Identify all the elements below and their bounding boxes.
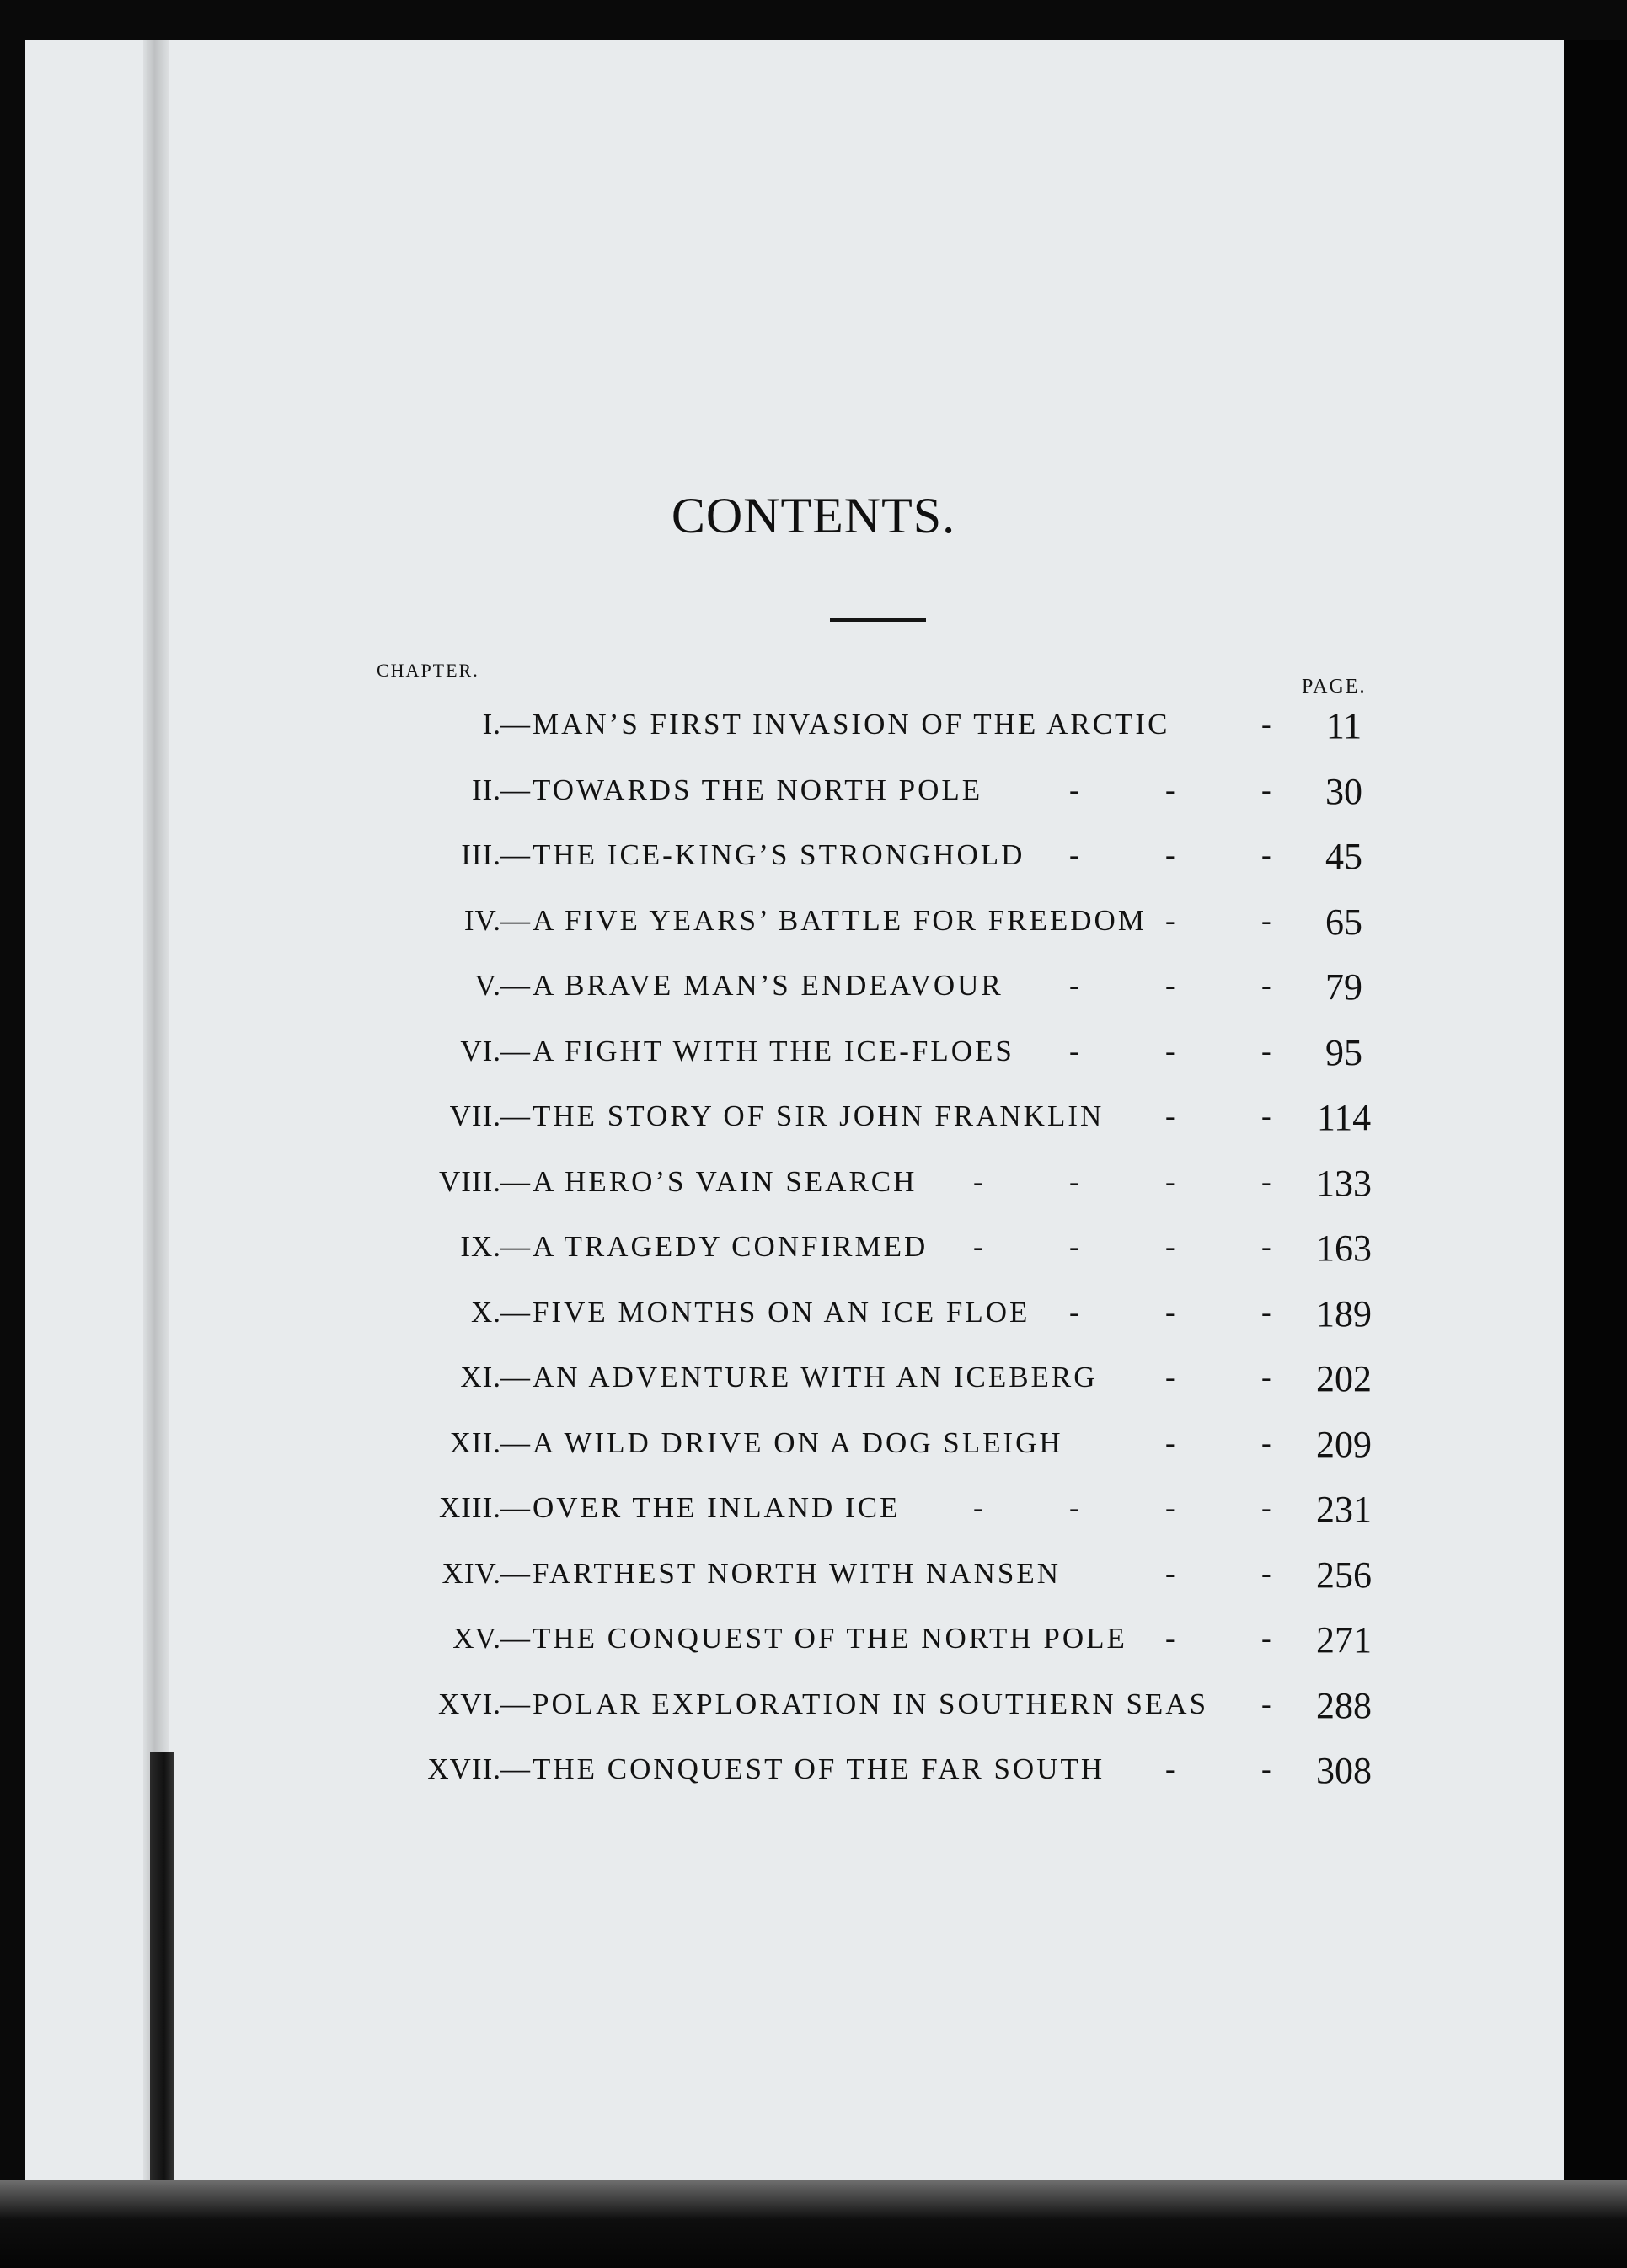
page-number: 209 bbox=[1316, 1423, 1372, 1465]
chapter-number: IV. bbox=[463, 903, 501, 937]
page-number: 11 bbox=[1325, 705, 1362, 746]
toc-entry: XIII. — OVER THE INLAND ICE - - - - 231 bbox=[0, 1491, 1627, 1542]
chapter-dash: — bbox=[500, 838, 530, 871]
toc-entry: IX. — A TRAGEDY CONFIRMED - - - - 163 bbox=[0, 1230, 1627, 1281]
chapter-number: VII. bbox=[449, 1099, 501, 1132]
chapter-dash: — bbox=[500, 1687, 530, 1720]
page-number: 308 bbox=[1316, 1750, 1372, 1791]
chapter-dash: — bbox=[500, 708, 530, 741]
chapter-number: IX. bbox=[460, 1230, 501, 1263]
toc-entry: V. — A BRAVE MAN’S ENDEAVOUR - - - 79 bbox=[0, 969, 1627, 1019]
contents-heading: CONTENTS. bbox=[671, 488, 956, 543]
chapter-title: A WILD DRIVE ON A DOG SLEIGH bbox=[533, 1426, 1063, 1459]
chapter-title: MAN’S FIRST INVASION OF THE ARCTIC bbox=[533, 708, 1170, 741]
chapter-number: XV. bbox=[452, 1622, 501, 1655]
toc-entry: X. — FIVE MONTHS ON AN ICE FLOE - - - 189 bbox=[0, 1296, 1627, 1346]
chapter-dash: — bbox=[500, 1099, 530, 1132]
chapter-number: I. bbox=[482, 708, 501, 741]
page-number: 231 bbox=[1316, 1489, 1372, 1530]
chapter-number: III. bbox=[461, 838, 501, 871]
chapter-title: A TRAGEDY CONFIRMED bbox=[533, 1230, 929, 1263]
page-number: 114 bbox=[1316, 1097, 1372, 1138]
page-number: 256 bbox=[1316, 1554, 1372, 1596]
toc-entry: VI. — A FIGHT WITH THE ICE-FLOES - - - 95 bbox=[0, 1035, 1627, 1085]
chapter-dash: — bbox=[500, 773, 530, 806]
toc-entry: VIII. — A HERO’S VAIN SEARCH - - - - 133 bbox=[0, 1165, 1627, 1216]
chapter-dash: — bbox=[500, 1034, 530, 1067]
chapter-title: THE ICE-KING’S STRONGHOLD bbox=[533, 838, 1025, 871]
chapter-title: FARTHEST NORTH WITH NANSEN bbox=[533, 1556, 1061, 1590]
binding-shadow bbox=[150, 1752, 174, 2190]
toc-entry: II. — TOWARDS THE NORTH POLE - - - 30 bbox=[0, 773, 1627, 824]
chapter-dash: — bbox=[500, 969, 530, 1002]
chapter-dash: — bbox=[500, 1295, 530, 1329]
toc-entry: XVII. — THE CONQUEST OF THE FAR SOUTH - - 308 bbox=[0, 1752, 1627, 1803]
toc-entry: VII. — THE STORY OF SIR JOHN FRANKLIN - - 114 bbox=[0, 1099, 1627, 1150]
chapter-number: XVI. bbox=[438, 1687, 501, 1720]
chapter-title: A FIGHT WITH THE ICE-FLOES bbox=[533, 1034, 1014, 1067]
toc-entry: XVI. — POLAR EXPLORATION IN SOUTHERN SEAS - 288 bbox=[0, 1688, 1627, 1738]
chapter-dash: — bbox=[500, 1556, 530, 1590]
toc-entry: III. — THE ICE-KING’S STRONGHOLD - - - 45 bbox=[0, 838, 1627, 889]
chapter-title: THE STORY OF SIR JOHN FRANKLIN bbox=[533, 1099, 1105, 1132]
page-number: 202 bbox=[1316, 1358, 1372, 1399]
toc-entry: XV. — THE CONQUEST OF THE NORTH POLE - - 271 bbox=[0, 1622, 1627, 1672]
chapter-number: X. bbox=[470, 1295, 501, 1329]
page-number: 288 bbox=[1316, 1684, 1372, 1726]
page-column-header: PAGE. bbox=[1302, 676, 1367, 698]
scan-border-bottom bbox=[0, 2180, 1627, 2268]
chapter-title: THE CONQUEST OF THE FAR SOUTH bbox=[533, 1752, 1105, 1785]
chapter-title: A FIVE YEARS’ BATTLE FOR FREEDOM bbox=[533, 903, 1147, 937]
chapter-number: VIII. bbox=[439, 1164, 501, 1198]
chapter-dash: — bbox=[500, 903, 530, 937]
chapter-dash: — bbox=[500, 1752, 530, 1785]
chapter-number: XIV. bbox=[442, 1556, 501, 1590]
page-number: 30 bbox=[1325, 770, 1362, 812]
chapter-title: A HERO’S VAIN SEARCH bbox=[533, 1164, 918, 1198]
chapter-title: TOWARDS THE NORTH POLE bbox=[533, 773, 983, 806]
toc-entry: XIV. — FARTHEST NORTH WITH NANSEN - - 256 bbox=[0, 1557, 1627, 1607]
chapter-title: OVER THE INLAND ICE bbox=[533, 1491, 901, 1524]
chapter-dash: — bbox=[500, 1426, 530, 1459]
chapter-dash: — bbox=[500, 1230, 530, 1263]
page-number: 163 bbox=[1316, 1228, 1372, 1269]
chapter-dash: — bbox=[500, 1622, 530, 1655]
toc-entry: IV. — A FIVE YEARS’ BATTLE FOR FREEDOM - - 65 bbox=[0, 904, 1627, 955]
chapter-column-header: CHAPTER. bbox=[377, 660, 479, 681]
chapter-number: XI. bbox=[460, 1361, 501, 1393]
page-number: 95 bbox=[1325, 1031, 1362, 1073]
chapter-title: FIVE MONTHS ON AN ICE FLOE bbox=[533, 1295, 1030, 1329]
chapter-title: POLAR EXPLORATION IN SOUTHERN SEAS bbox=[533, 1687, 1209, 1720]
chapter-dash: — bbox=[500, 1361, 530, 1393]
chapter-number: XVII. bbox=[427, 1752, 501, 1785]
chapter-title: THE CONQUEST OF THE NORTH POLE bbox=[533, 1622, 1127, 1655]
toc-entry: XII. — A WILD DRIVE ON A DOG SLEIGH - - 209 bbox=[0, 1426, 1627, 1477]
chapter-dash: — bbox=[500, 1164, 530, 1198]
chapter-number: XIII. bbox=[439, 1491, 501, 1524]
page-number: 189 bbox=[1316, 1292, 1372, 1335]
chapter-number: VI. bbox=[460, 1034, 501, 1067]
toc-entry: XI. — AN ADVENTURE WITH AN ICEBERG - - 202 bbox=[0, 1361, 1627, 1411]
page-number: 65 bbox=[1325, 901, 1362, 943]
page-number: 45 bbox=[1325, 836, 1362, 877]
chapter-dash: — bbox=[500, 1491, 530, 1524]
chapter-number: II. bbox=[471, 773, 501, 806]
heading-rule bbox=[830, 618, 926, 622]
toc-entry: I. — MAN’S FIRST INVASION OF THE ARCTIC - 11 bbox=[0, 708, 1627, 758]
page-number: 133 bbox=[1316, 1162, 1372, 1204]
page-number: 271 bbox=[1316, 1619, 1372, 1661]
chapter-number: XII. bbox=[449, 1426, 501, 1459]
page-number: 79 bbox=[1325, 966, 1362, 1008]
chapter-title: AN ADVENTURE WITH AN ICEBERG bbox=[533, 1361, 1098, 1393]
chapter-title: A BRAVE MAN’S ENDEAVOUR bbox=[533, 969, 1003, 1002]
chapter-number: V. bbox=[474, 969, 501, 1002]
